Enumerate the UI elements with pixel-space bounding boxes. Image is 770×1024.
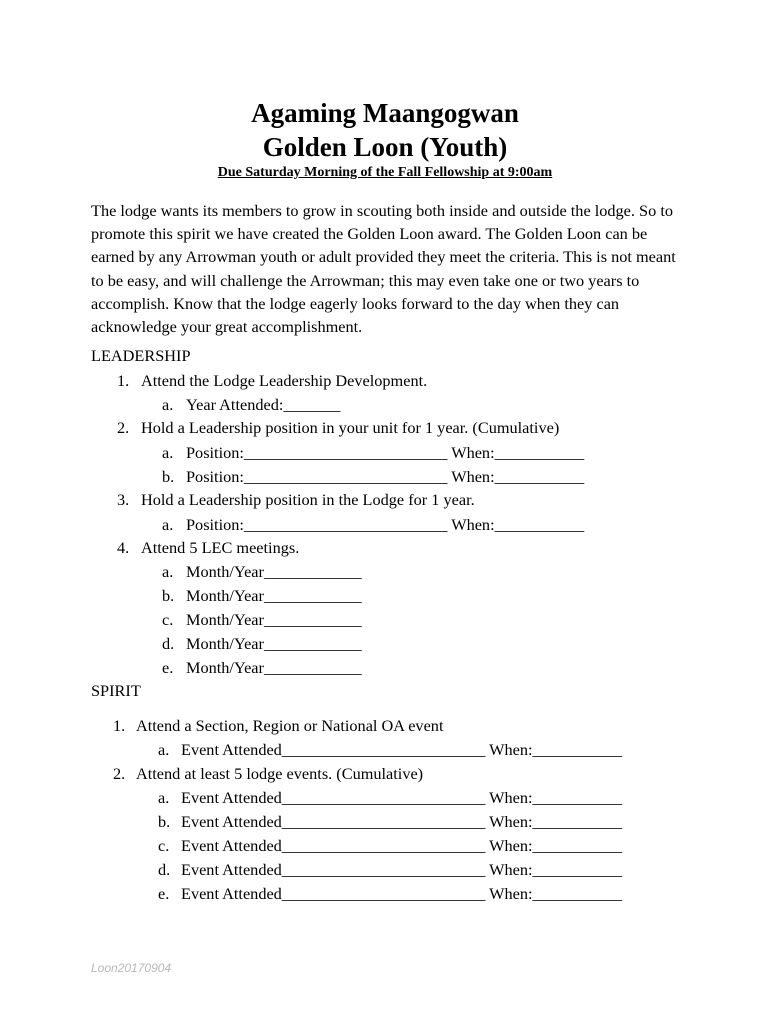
leadership-heading: LEADERSHIP: [91, 346, 191, 365]
leadership-item-2b-letter: b.: [162, 467, 175, 486]
leadership-item-2a-letter: a.: [162, 443, 174, 462]
spirit-item-1a: Event Attended_________________________ When:___________: [181, 740, 623, 759]
leadership-item-3: Hold a Leadership position in the Lodge for 1 year.: [141, 490, 475, 509]
leadership-item-4d: Month/Year____________: [186, 634, 362, 653]
leadership-item-4-num: 4.: [117, 538, 130, 557]
leadership-item-4b: Month/Year____________: [186, 586, 362, 605]
spirit-item-2: Attend at least 5 lodge events. (Cumulative): [136, 764, 424, 783]
leadership-item-4a: Month/Year____________: [186, 562, 362, 581]
leadership-item-1-num: 1.: [117, 371, 130, 390]
spirit-item-2b: Event Attended_________________________ When:___________: [181, 812, 623, 831]
spirit-item-2b-letter: b.: [158, 812, 171, 831]
due-date-note: Due Saturday Morning of the Fall Fellowship at 9:00am: [217, 165, 553, 180]
footer-version: Loon20170904: [91, 961, 172, 975]
spirit-item-1: Attend a Section, Region or National OA event: [136, 716, 444, 735]
spirit-item-2a-letter: a.: [158, 788, 170, 807]
leadership-item-4a-letter: a.: [162, 562, 174, 581]
spirit-item-2e-letter: e.: [158, 884, 170, 903]
leadership-item-2-num: 2.: [117, 418, 130, 437]
spirit-item-1-num: 1.: [113, 716, 126, 735]
leadership-item-4d-letter: d.: [162, 634, 175, 653]
leadership-item-4b-letter: b.: [162, 586, 175, 605]
leadership-item-4e-letter: e.: [162, 658, 174, 677]
intro-paragraph: The lodge wants its members to grow in scouting both inside and outside the lodge. So to promote this spirit we have created the Golden Loon award. The Golden Loon can be earned by any Arrowman youth or adult provided they meet the criteria. This is not meant to be easy, and will challenge the Arrowman; this may even take one or two years to accomplish. Know that the lodge eagerly looks forward to the day when they can acknowledge your great accomplishment.: [91, 201, 676, 337]
title-line-1: Agaming Maangogwan: [251, 98, 519, 128]
spirit-item-2c-letter: c.: [158, 836, 170, 855]
leadership-item-4: Attend 5 LEC meetings.: [141, 538, 300, 557]
leadership-item-2b: Position:_________________________ When:___________: [186, 467, 585, 486]
leadership-item-4e: Month/Year____________: [186, 658, 362, 677]
spirit-item-2e: Event Attended_________________________ When:___________: [181, 884, 623, 903]
leadership-item-1a-letter: a.: [162, 395, 174, 414]
leadership-item-4c: Month/Year____________: [186, 610, 362, 629]
spirit-item-2a: Event Attended_________________________ When:___________: [181, 788, 623, 807]
spirit-item-2d: Event Attended_________________________ When:___________: [181, 860, 623, 879]
leadership-item-3a: Position:_________________________ When:___________: [186, 515, 585, 534]
leadership-item-1a: Year Attended:_______: [186, 395, 341, 414]
leadership-item-3a-letter: a.: [162, 515, 174, 534]
leadership-item-2: Hold a Leadership position in your unit for 1 year. (Cumulative): [141, 418, 560, 437]
spirit-item-2-num: 2.: [113, 764, 126, 783]
leadership-item-3-num: 3.: [117, 490, 130, 509]
spirit-heading: SPIRIT: [91, 681, 141, 700]
spirit-item-2d-letter: d.: [158, 860, 171, 879]
leadership-item-1: Attend the Lodge Leadership Development.: [141, 371, 428, 390]
leadership-item-4c-letter: c.: [162, 610, 174, 629]
spirit-item-1a-letter: a.: [158, 740, 170, 759]
leadership-item-2a: Position:_________________________ When:___________: [186, 443, 585, 462]
title-line-2: Golden Loon (Youth): [262, 132, 508, 162]
spirit-item-2c: Event Attended_________________________ When:___________: [181, 836, 623, 855]
